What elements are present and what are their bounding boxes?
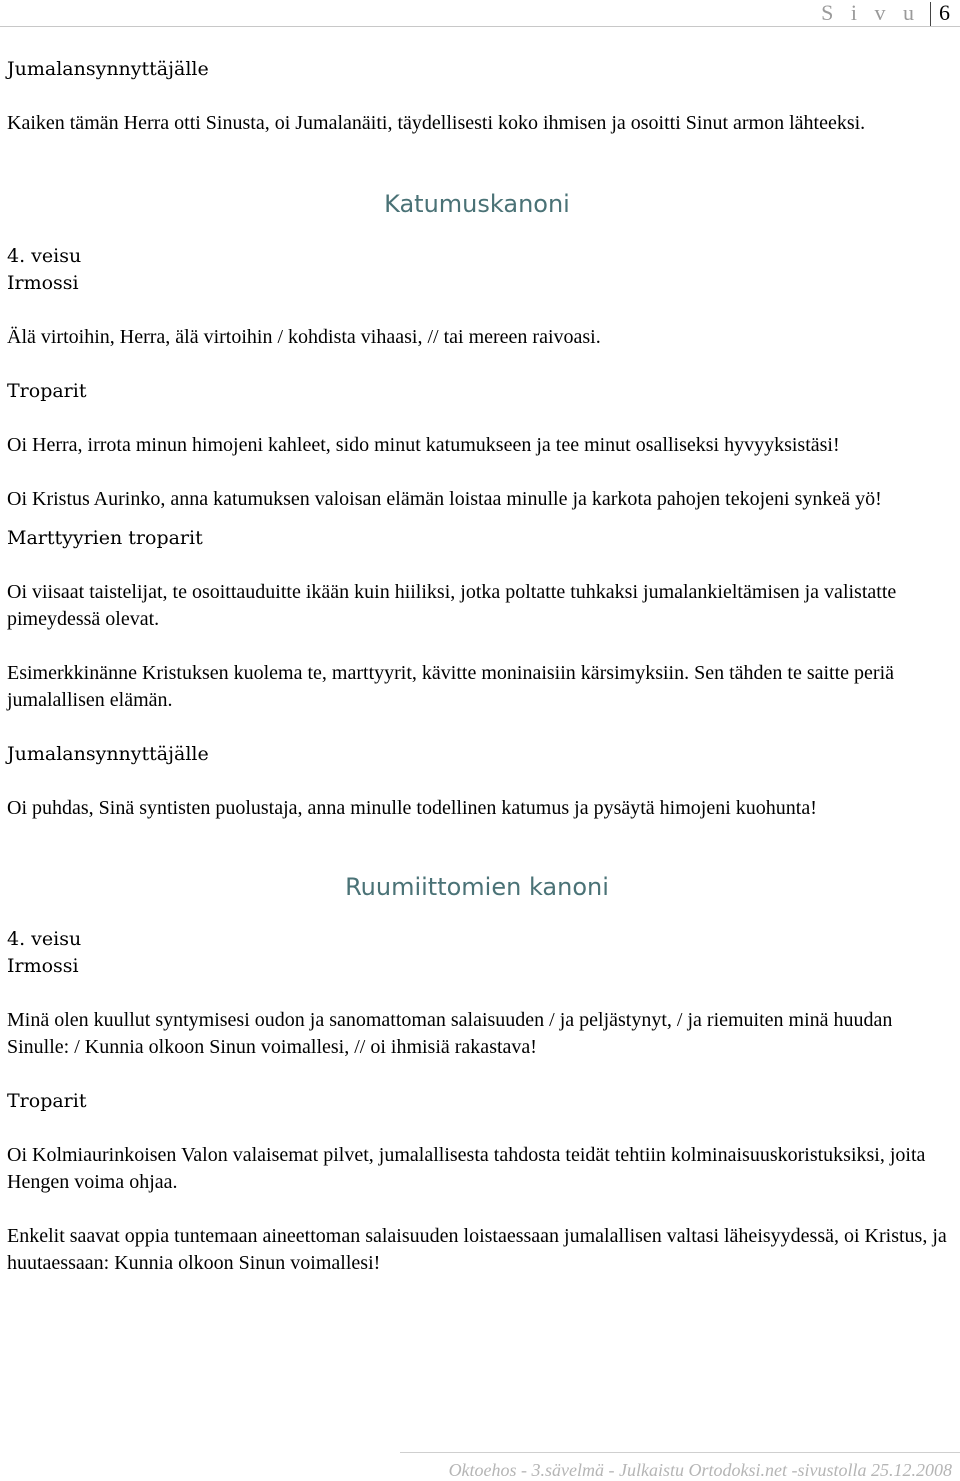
- section-label: Jumalansynnyttäjälle: [7, 743, 209, 765]
- footer-rule: [400, 1452, 960, 1453]
- header-rule: [0, 26, 960, 27]
- paragraph: Minä olen kuullut syntymisesi oudon ja sanomattoman salaisuuden / ja peljästynyt, / ja riemuiten minä huudan Sinulle: / Kunnia olkoon Sinun voimallesi, // oi ihmisiä rakastava!: [7, 1009, 893, 1058]
- section-label: 4. veisu: [7, 245, 82, 267]
- paragraph: Enkelit saavat oppia tuntemaan aineettoman salaisuuden loistaessaan jumalallisen valtasi läheisyydessä, oi Kristus, ja huutaessaan: Kunnia olkoon Sinun voimallesi!: [7, 1225, 947, 1274]
- paragraph: Oi Kristus Aurinko, anna katumuksen valoisan elämän loistaa minulle ja karkota pahojen tekojeni synkeä yö!: [7, 488, 882, 510]
- paragraph: Oi viisaat taistelijat, te osoittauduitte ikään kuin hiiliksi, jotka poltatte tuhkaksi jumalankieltämisen ja valistatte pimeydessä olevat.: [7, 581, 897, 630]
- page-footer: [0, 1452, 960, 1480]
- paragraph: Oi Herra, irrota minun himojeni kahleet, sido minut katumukseen ja tee minut osalliseksi hyvyyksistäsi!: [7, 434, 840, 456]
- paragraph: Kaiken tämän Herra otti Sinusta, oi Jumalanäiti, täydellisesti koko ihmisen ja osoitti Sinut armon lähteeksi.: [7, 112, 866, 134]
- section-label: Jumalansynnyttäjälle: [7, 58, 209, 80]
- section-heading: Ruumiittomien kanoni: [345, 873, 609, 901]
- section-label: Troparit: [7, 1090, 87, 1112]
- header-separator: [930, 2, 931, 26]
- section-label: Irmossi: [7, 272, 79, 294]
- paragraph: Oi puhdas, Sinä syntisten puolustaja, anna minulle todellinen katumus ja pysäytä himojeni kuohunta!: [7, 797, 817, 819]
- page-number: 6: [939, 0, 950, 25]
- paragraph: Oi Kolmiaurinkoisen Valon valaisemat pilvet, jumalallisesta tahdosta teidät tehtiin kolminaisuuskoristuksiksi, joita Hengen voima ohjaa.: [7, 1144, 926, 1193]
- section-label: Marttyyrien troparit: [7, 527, 203, 549]
- section-heading: Katumuskanoni: [384, 190, 570, 218]
- paragraph: Älä virtoihin, Herra, älä virtoihin / kohdista vihaasi, // tai mereen raivoasi.: [7, 326, 601, 348]
- page-header: [0, 0, 960, 28]
- paragraph: Esimerkkinänne Kristuksen kuolema te, marttyyrit, kävitte moninaisiin kärsimyksiin. Sen tähden te saitte periä jumalallisen elämän.: [7, 662, 895, 711]
- document-body: [7, 56, 947, 1277]
- page-label: S i v u: [821, 0, 920, 25]
- section-label: Irmossi: [7, 955, 79, 977]
- section-label: 4. veisu: [7, 928, 82, 950]
- footer-text: Oktoehos - 3.sävelmä - Julkaistu Ortodoksi.net -sivustolla 25.12.2008: [448, 1460, 952, 1480]
- section-label: Troparit: [7, 380, 87, 402]
